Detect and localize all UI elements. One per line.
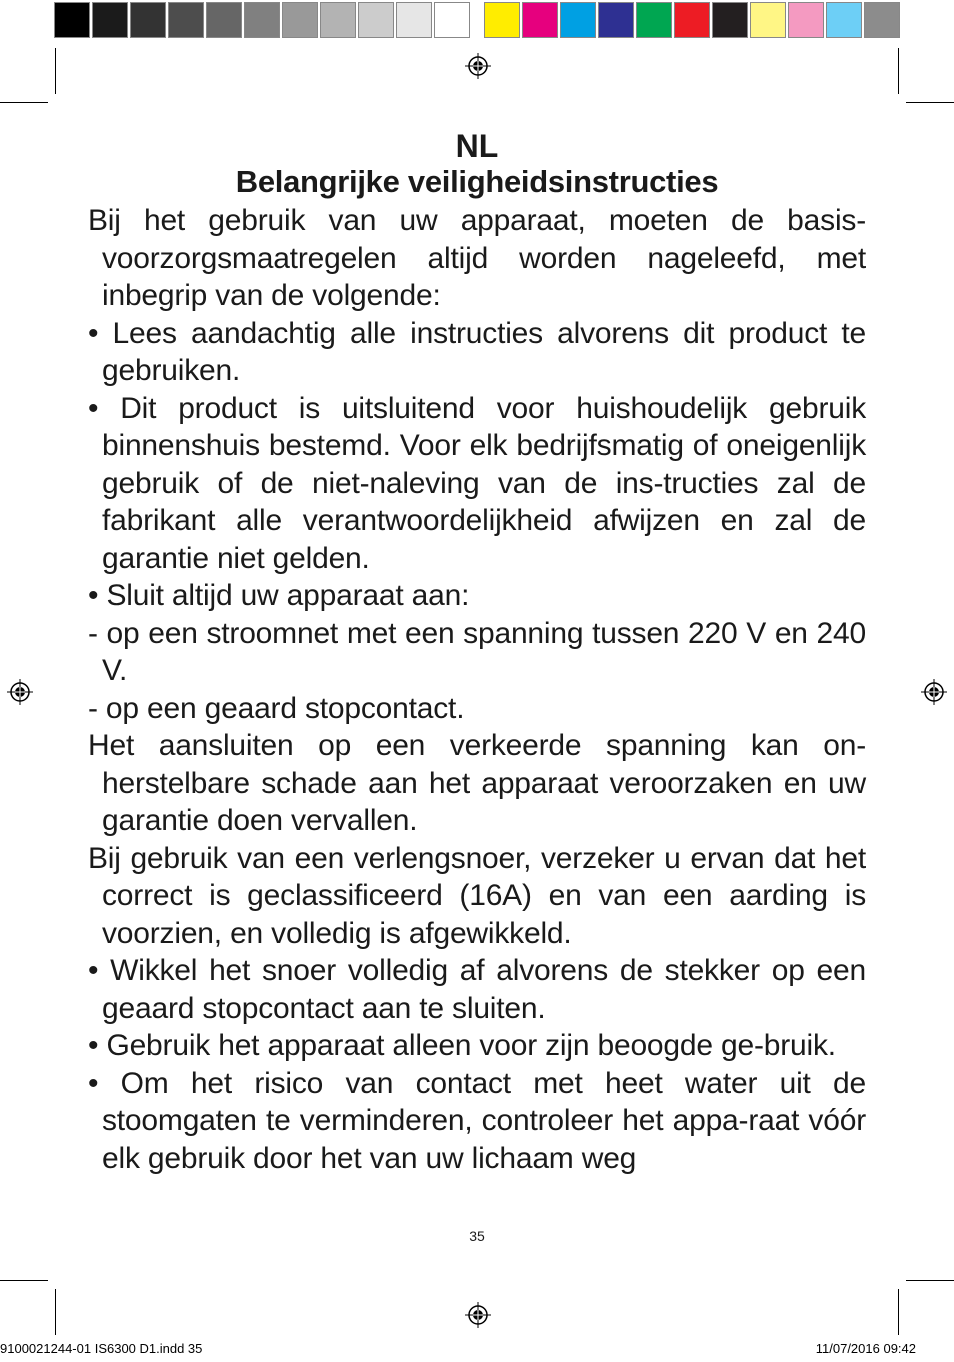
instructions-body: [88, 202, 866, 1177]
page-title: Belangrijke veiligheidsinstructies: [235, 164, 719, 199]
intro-paragraph: Bij het gebruik van uw apparaat, moeten de basis-voorzorgsmaatregelen altijd worden nageleefd, met inbegrip van de volgende:: [88, 204, 866, 312]
language-code: NL: [455, 128, 499, 164]
crop-mark: [906, 102, 954, 103]
instruction-item: • Lees aandachtig alle instructies alvorens dit product te gebruiken.: [88, 316, 866, 387]
calibration-swatch: [358, 2, 394, 38]
calibration-swatch: [826, 2, 862, 38]
instruction-subitem: - op een geaard stopcontact.: [88, 691, 465, 725]
instruction-subitem: - op een stroomnet met een spanning tussen 220 V en 240 V.: [88, 616, 866, 687]
calibration-swatch: [712, 2, 748, 38]
calibration-swatch: [206, 2, 242, 38]
crop-mark: [898, 1289, 899, 1335]
calibration-swatch: [434, 2, 470, 38]
instruction-item: • Wikkel het snoer volledig af alvorens de stekker op een geaard stopcontact aan te sluiten.: [88, 954, 866, 1025]
crop-mark: [55, 48, 56, 94]
calibration-swatch: [54, 2, 90, 38]
warning-paragraph: Het aansluiten op een verkeerde spanning kan on-herstelbare schade aan het apparaat veroorzaken en uw garantie doen vervallen.: [88, 729, 866, 837]
calibration-swatch: [598, 2, 634, 38]
page-number: 35: [469, 1228, 485, 1244]
registration-mark-icon: [465, 53, 491, 79]
color-calibration-bar: [484, 2, 902, 38]
registration-mark-icon: [465, 1302, 491, 1328]
calibration-swatch: [320, 2, 356, 38]
crop-mark: [906, 1280, 954, 1281]
crop-mark: [55, 1289, 56, 1335]
calibration-swatch: [484, 2, 520, 38]
grayscale-calibration-bar: [54, 2, 472, 38]
calibration-swatch: [282, 2, 318, 38]
calibration-swatch: [244, 2, 280, 38]
registration-mark-icon: [921, 679, 947, 705]
registration-mark-icon: [7, 679, 33, 705]
calibration-swatch: [396, 2, 432, 38]
instruction-item: • Om het risico van contact met heet water uit de stoomgaten te verminderen, controleer het appa-raat vóór elk gebruik door het van uw lichaam weg: [88, 1066, 866, 1175]
print-slug-date: 11/07/2016 09:42: [815, 1341, 916, 1356]
crop-mark: [898, 48, 899, 94]
calibration-swatch: [92, 2, 128, 38]
instruction-item: • Sluit altijd uw apparaat aan:: [88, 579, 470, 612]
calibration-swatch: [522, 2, 558, 38]
calibration-swatch: [674, 2, 710, 38]
extension-cord-paragraph: Bij gebruik van een verlengsnoer, verzeker u ervan dat het correct is geclassificeerd (16A) en van een aarding is voorzien, en volledig is afgewikkeld.: [88, 841, 866, 950]
print-slug-file: 9100021244-01 IS6300 D1.indd 35: [0, 1341, 203, 1356]
crop-mark: [0, 1280, 48, 1281]
calibration-swatch: [864, 2, 900, 38]
crop-mark: [0, 102, 48, 103]
calibration-swatch: [750, 2, 786, 38]
calibration-swatch: [636, 2, 672, 38]
instruction-item: • Gebruik het apparaat alleen voor zijn beoogde ge-bruik.: [88, 1029, 836, 1062]
calibration-swatch: [560, 2, 596, 38]
calibration-swatch: [130, 2, 166, 38]
calibration-swatch: [168, 2, 204, 38]
instruction-item: • Dit product is uitsluitend voor huishoudelijk gebruik binnenshuis bestemd. Voor elk bedrijfsmatig of oneigenlijk gebruik of de niet-naleving van de ins-tructies zal de fabrikant alle verantwoordelijkheid afwijzen en zal de garantie niet gelden.: [88, 391, 866, 575]
calibration-swatch: [788, 2, 824, 38]
